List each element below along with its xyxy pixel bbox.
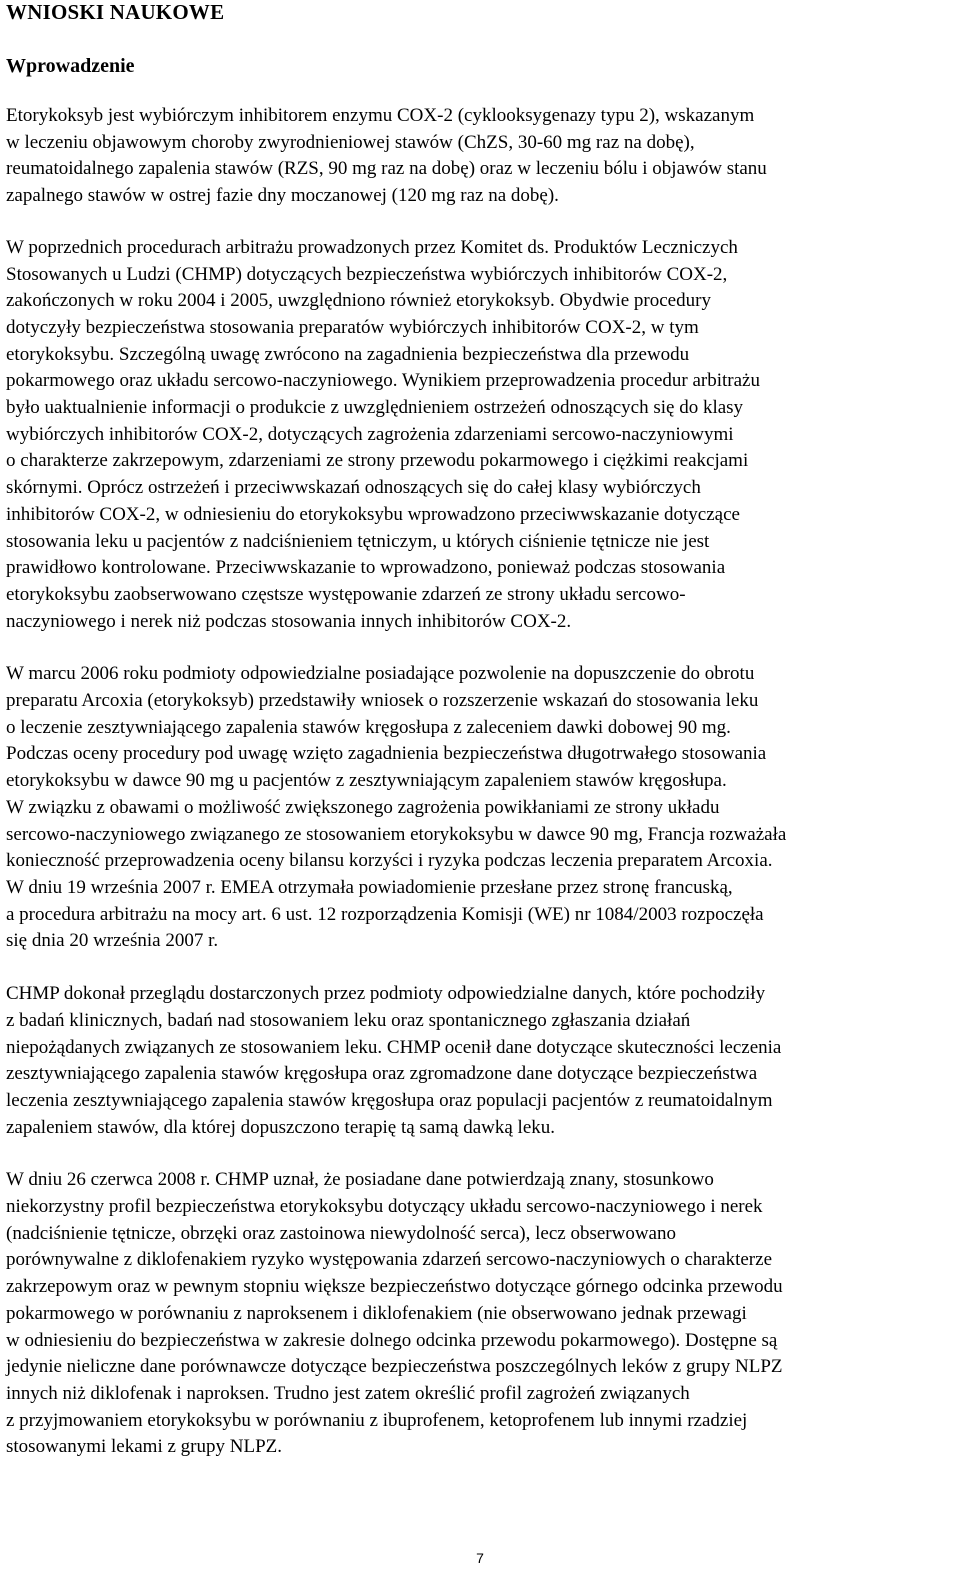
paragraph-line: się dnia 20 września 2007 r. xyxy=(6,930,219,952)
paragraph-line: o leczenie zesztywniającego zapalenia stawów kręgosłupa z zaleceniem dawki dobowej 90 mg. xyxy=(6,716,731,738)
paragraph-line: a procedura arbitrażu na mocy art. 6 ust. 12 rozporządzenia Komisji (WE) nr 1084/2003 rozpoczęła xyxy=(6,903,764,925)
paragraph-3 xyxy=(6,661,956,955)
paragraph-line: W poprzednich procedurach arbitrażu prowadzonych przez Komitet ds. Produktów Leczniczych xyxy=(6,236,738,258)
paragraph-line: W związku z obawami o możliwość zwiększonego zagrożenia powikłaniami ze strony układu xyxy=(6,796,720,818)
paragraph-line: naczyniowego i nerek niż podczas stosowania innych inhibitorów COX-2. xyxy=(6,610,572,632)
paragraph-line: W marcu 2006 roku podmioty odpowiedzialne posiadające pozwolenie na dopuszczenie do obrotu xyxy=(6,663,755,685)
paragraph-line: dotyczyły bezpieczeństwa stosowania preparatów wybiórczych inhibitorów COX-2, w tym xyxy=(6,316,699,338)
paragraph-line: etorykoksybu w dawce 90 mg u pacjentów z zesztywniającym zapaleniem stawów kręgosłupa. xyxy=(6,770,727,792)
paragraph-line: było uaktualnienie informacji o produkcie z uwzględnieniem ostrzeżeń odnoszących się do klasy xyxy=(6,397,744,419)
paragraph-line: jedynie nieliczne dane porównawcze dotyczące bezpieczeństwa poszczególnych leków z grupy NLPZ xyxy=(6,1356,783,1378)
paragraph-line: w leczeniu objawowym choroby zwyrodnieniowej stawów (ChZS, 30-60 mg raz na dobę), xyxy=(6,131,695,153)
paragraph-line: stosowania leku u pacjentów z nadciśnieniem tętniczym, u których ciśnienie tętnicze nie jest xyxy=(6,530,710,552)
paragraph-5 xyxy=(6,1167,956,1461)
paragraph-line: stosowanymi lekami z grupy NLPZ. xyxy=(6,1436,282,1458)
paragraph-line: inhibitorów COX-2, w odniesieniu do etorykoksybu wprowadzono przeciwwskazanie dotyczące xyxy=(6,503,740,525)
paragraph-line: etorykoksybu zaobserwowano częstsze występowanie zdarzeń ze strony układu sercowo- xyxy=(6,583,686,605)
paragraph-line: o charakterze zakrzepowym, zdarzeniami ze strony przewodu pokarmowego i ciężkimi reakcjami xyxy=(6,450,749,472)
paragraph-line: z badań klinicznych, badań nad stosowaniem leku oraz spontanicznego zgłaszania działań xyxy=(6,1009,691,1031)
paragraph-1 xyxy=(6,103,956,210)
paragraph-line: preparatu Arcoxia (etorykoksyb) przedstawiły wniosek o rozszerzenie wskazań do stosowania leku xyxy=(6,690,759,712)
paragraph-line: wybiórczych inhibitorów COX-2, dotyczących zagrożenia zdarzeniami sercowo-naczyniowymi xyxy=(6,423,734,445)
paragraph-line: niekorzystny profil bezpieczeństwa etorykoksybu dotyczący układu sercowo-naczyniowego i nerek xyxy=(6,1196,763,1218)
paragraph-line: CHMP dokonał przeglądu dostarczonych przez podmioty odpowiedzialne danych, które pochodziły xyxy=(6,983,766,1005)
paragraph-line: zapalnego stawów w ostrej fazie dny moczanowej (120 mg raz na dobę). xyxy=(6,185,559,207)
paragraph-line: zakończonych w roku 2004 i 2005, uwzględniono również etorykoksyb. Obydwie procedury xyxy=(6,290,711,312)
paragraph-line: zakrzepowym oraz w pewnym stopniu większe bezpieczeństwo dotyczące górnego odcinka przewodu xyxy=(6,1276,783,1298)
paragraph-line: porównywalne z diklofenakiem ryzyko występowania zdarzeń sercowo-naczyniowych o charakterze xyxy=(6,1249,773,1271)
paragraph-4 xyxy=(6,981,956,1141)
paragraph-line: W dniu 26 czerwca 2008 r. CHMP uznał, że posiadane dane potwierdzają znany, stosunkowo xyxy=(6,1169,714,1191)
paragraph-line: w odniesieniu do bezpieczeństwa w zakresie dolnego odcinka przewodu pokarmowego). Dostępne są xyxy=(6,1329,778,1351)
paragraph-line: niepożądanych związanych ze stosowaniem leku. CHMP ocenił dane dotyczące skuteczności leczenia xyxy=(6,1036,782,1058)
paragraph-line: skórnymi. Oprócz ostrzeżeń i przeciwwskazań odnoszących się do całej klasy wybiórczych xyxy=(6,477,701,499)
paragraph-line: Etorykoksyb jest wybiórczym inhibitorem enzymu COX-2 (cyklooksygenazy typu 2), wskazanym xyxy=(6,105,755,126)
paragraph-line: reumatoidalnego zapalenia stawów (RZS, 90 mg raz na dobę) oraz w leczeniu bólu i objawów stanu xyxy=(6,158,767,180)
document-page xyxy=(6,0,956,1461)
paragraph-line: (nadciśnienie tętnicze, obrzęki oraz zastoinowa niewydolność serca), lecz obserwowano xyxy=(6,1222,676,1244)
page-number: 7 xyxy=(476,1550,484,1566)
paragraph-line: innych niż diklofenak i naproksen. Trudno jest zatem określić profil zagrożeń związanych xyxy=(6,1382,690,1404)
paragraph-line: konieczność przeprowadzenia oceny bilansu korzyści i ryzyka podczas leczenia preparatem Arcoxia. xyxy=(6,850,773,872)
paragraph-line: zesztywniającego zapalenia stawów kręgosłupa oraz zgromadzone dane dotyczące bezpieczeństwa xyxy=(6,1063,758,1085)
paragraph-line: leczenia zesztywniającego zapalenia stawów kręgosłupa oraz populacji pacjentów z reumatoidalnym xyxy=(6,1089,773,1111)
paragraph-line: W dniu 19 września 2007 r. EMEA otrzymała powiadomienie przesłane przez stronę francuską, xyxy=(6,876,733,898)
paragraph-line: zapaleniem stawów, dla której dopuszczono terapię tą samą dawką leku. xyxy=(6,1116,556,1138)
section-title: Wprowadzenie xyxy=(6,55,135,77)
main-title: WNIOSKI NAUKOWE xyxy=(6,0,225,24)
paragraph-2 xyxy=(6,235,956,636)
paragraph-line: Stosowanych u Ludzi (CHMP) dotyczących bezpieczeństwa wybiórczych inhibitorów COX-2, xyxy=(6,263,728,285)
paragraph-line: etorykoksybu. Szczególną uwagę zwrócono na zagadnienia bezpieczeństwa dla przewodu xyxy=(6,343,690,365)
paragraph-line: sercowo-naczyniowego związanego ze stosowaniem etorykoksybu w dawce 90 mg, Francja rozważała xyxy=(6,823,787,845)
paragraph-line: z przyjmowaniem etorykoksybu w porównaniu z ibuprofenem, ketoprofenem lub innymi rzadziej xyxy=(6,1409,748,1431)
paragraph-line: prawidłowo kontrolowane. Przeciwwskazanie to wprowadzono, ponieważ podczas stosowania xyxy=(6,557,726,579)
paragraph-line: pokarmowego w porównaniu z naproksenem i diklofenakiem (nie obserwowano jednak przewagi xyxy=(6,1302,747,1324)
paragraph-line: pokarmowego oraz układu sercowo-naczyniowego. Wynikiem przeprowadzenia procedur arbitrażu xyxy=(6,370,760,392)
paragraph-line: Podczas oceny procedury pod uwagę wzięto zagadnienia bezpieczeństwa długotrwałego stosowania xyxy=(6,743,767,765)
